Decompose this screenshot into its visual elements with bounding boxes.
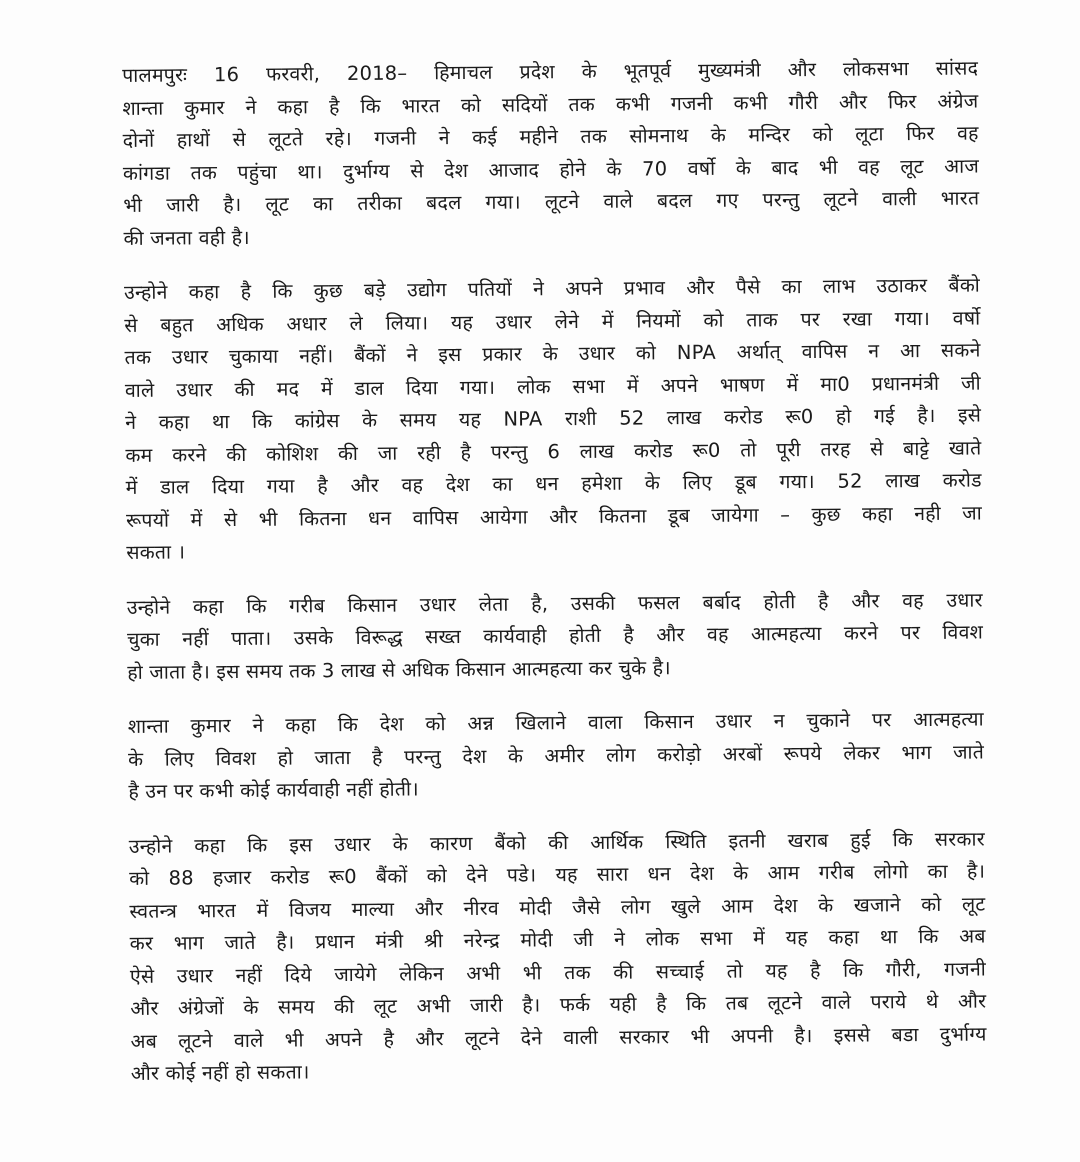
paragraph-3 xyxy=(127,584,984,689)
paragraph-1 xyxy=(122,53,980,255)
text-line: और अंग्रेजों के समय की लूट अभी जारी है। फर्क यही है कि तब लूटने वाले पराये थे और xyxy=(130,989,987,1020)
text-line: सकता । xyxy=(126,540,186,564)
paragraph-2 xyxy=(124,270,983,570)
text-line: रूपयों में से भी कितना धन वापिस आयेगा और कितना डूब जायेगा – कुछ कहा नही जा xyxy=(125,501,983,532)
text-line: दोनों हाथों से लूटते रहे। गजनी ने कई महीने तक सोमनाथ के मन्दिर को लूटा फिर वह xyxy=(122,121,979,152)
text-line: है उन पर कभी कोई कार्यवाही नहीं होती। xyxy=(128,777,419,803)
text-line: उन्होने कहा कि इस उधार के कारण बैंको की आर्थिक स्थिति इतनी खराब हुई कि सरकार xyxy=(128,827,985,858)
paragraph-4 xyxy=(128,704,985,809)
text-line: वाले उधार की मद में डाल दिया गया। लोक सभा में अपने भाषण में मा0 प्रधानमंत्री जी xyxy=(124,371,981,402)
text-line: में डाल दिया गया है और वह देश का धन हमेशा के लिए डूब गया। 52 लाख करोड xyxy=(125,468,982,499)
paragraph-5 xyxy=(129,823,987,1090)
text-line: चुका नहीं पाता। उसके विरूद्ध सख्त कार्यवाही होती है और वह आत्महत्या करने पर विवश xyxy=(126,620,984,651)
text-line: को 88 हजार करोड रू0 बैंकों को देने पडे। यह सारा धन देश के आम गरीब लोगो का है। xyxy=(129,859,986,890)
press-release-body xyxy=(122,53,987,1091)
text-line: ने कहा था कि कांग्रेस के समय यह NPA राशी 52 लाख करोड रू0 हो गई है। इसे xyxy=(125,403,982,434)
text-line: तक उधार चुकाया नहीं। बैंकों ने इस प्रकार के उधार को NPA अर्थात् वापिस न आ सकने xyxy=(124,338,981,369)
text-line: उन्होने कहा है कि कुछ बड़े उद्योग पतियों ने अपने प्रभाव और पैसे का लाभ उठाकर बैंको xyxy=(123,273,981,304)
text-line: स्वतन्त्र भारत में विजय माल्या और नीरव मोदी जैसे लोग खुले आम देश के खजाने को लूट xyxy=(129,891,986,923)
text-line: अब लूटने वाले भी अपने है और लूटने देने वाली सरकार भी अपनी है। इससे बडा दुर्भाग्य xyxy=(130,1021,987,1053)
text-line: की जनता वही है। xyxy=(123,225,250,250)
text-line: हो जाता है। इस समय तक 3 लाख से अधिक किसान आत्महत्या कर चुके है। xyxy=(127,655,671,684)
text-line: कर भाग जाते है। प्रधान मंत्री श्री नरेन्द्र मोदी जी ने लोक सभा में यह कहा था कि अब xyxy=(129,924,986,955)
text-line: ऐसे उधार नहीं दिये जायेगे लेकिन अभी भी तक की सच्चाई तो यह है कि गौरी, गजनी xyxy=(129,956,987,988)
text-line: उन्होने कहा कि गरीब किसान उधार लेता है, उसकी फसल बर्बाद होती है और वह उधार xyxy=(126,588,983,619)
text-line: पालमपुरः 16 फरवरी, 2018– हिमाचल प्रदेश के भूतपूर्व मुख्यमंत्री और लोकसभा सांसद xyxy=(122,56,979,87)
text-line: शान्ता कुमार ने कहा कि देश को अन्न खिलाने वाला किसान उधार न चुकाने पर आत्महत्या xyxy=(127,707,984,738)
text-line: कम करने की कोशिश की जा रही है परन्तु 6 लाख करोड रू0 तो पूरी तरह से बाट्टे खाते xyxy=(125,436,982,467)
text-line: कांगडा तक पहुंचा था। दुर्भाग्य से देश आजाद होने के 70 वर्षो के बाद भी वह लूट आज xyxy=(122,154,980,185)
text-line: के लिए विवश हो जाता है परन्तु देश के अमीर लोग करोड़ो अरबों रूपये लेकर भाग जाते xyxy=(127,740,985,771)
text-line: शान्ता कुमार ने कहा है कि भारत को सदियों तक कभी गजनी कभी गौरी और फिर अंग्रेज xyxy=(122,89,979,120)
text-line: से बहुत अधिक अधार ले लिया। यह उधार लेने में नियमों को ताक पर रखा गया। वर्षो xyxy=(124,306,981,337)
text-line: भी जारी है। लूट का तरीका बदल गया। लूटने वाले बदल गए परन्तु लूटने वाली भारत xyxy=(123,186,980,217)
text-line: और कोई नहीं हो सकता। xyxy=(130,1060,310,1085)
